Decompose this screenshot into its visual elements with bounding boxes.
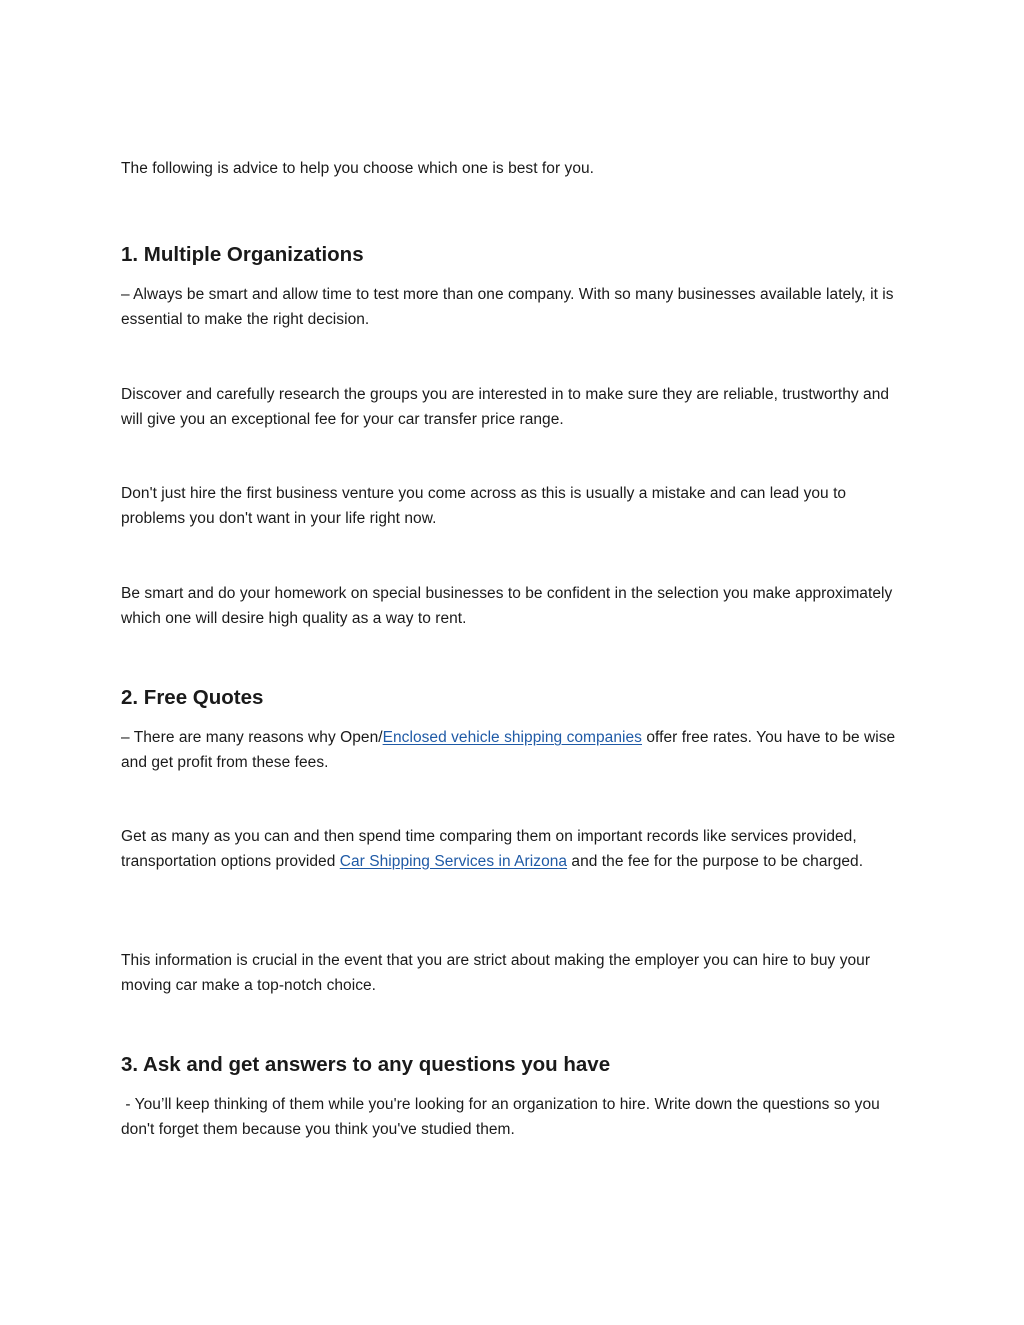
section-2-p1-text-after: offer free rates. You have to be wise and get profit from these fees. xyxy=(121,729,896,771)
car-shipping-arizona-link[interactable]: Car Shipping Services in Arizona xyxy=(339,852,568,870)
section-2-paragraph-3: This information is crucial in the event that you are strict about making the employer you can hire to buy your moving car make a top-notch choice. xyxy=(121,952,871,994)
enclosed-vehicle-shipping-link[interactable]: Enclosed vehicle shipping companies xyxy=(382,729,642,746)
section-1-paragraph-1: – Always be smart and allow time to test more than one company. With so many businesses available lately, it is essential to make the right decision. xyxy=(121,286,894,328)
section-1-paragraph-4: Be smart and do your homework on special businesses to be confident in the selection you make approximately which one will desire high quality as a way to rent. xyxy=(121,585,893,627)
section-2-p2-text-after: and the fee for the purpose to be charged. xyxy=(567,852,864,870)
section-3-paragraph-1: - You’ll keep thinking of them while you're looking for an organization to hire. Write down the questions so you don't forget them because you think you've studied them. xyxy=(121,1096,885,1138)
section-2-paragraph-1 xyxy=(121,726,911,775)
section-3-heading: 3. Ask and get answers to any questions you have xyxy=(121,1053,611,1076)
section-1-paragraph-3: Don't just hire the first business venture you come across as this is usually a mistake and can lead you to problems you don't want in your life right now. xyxy=(121,485,847,527)
intro-paragraph: The following is advice to help you choose which one is best for you. xyxy=(121,160,595,177)
section-2-heading: 2. Free Quotes xyxy=(121,686,264,709)
section-2-paragraph-2 xyxy=(121,825,911,874)
section-2-p1-text-before: – There are many reasons why Open/ xyxy=(121,729,383,746)
section-2-p2-text-before: Get as many as you can and then spend time comparing them on important records like services provided, transportation options provided xyxy=(121,828,857,870)
section-1-paragraph-2: Discover and carefully research the groups you are interested in to make sure they are reliable, trustworthy and will give you an exceptional fee for your car transfer price range. xyxy=(121,386,890,428)
section-1-heading: 1. Multiple Organizations xyxy=(121,243,364,266)
